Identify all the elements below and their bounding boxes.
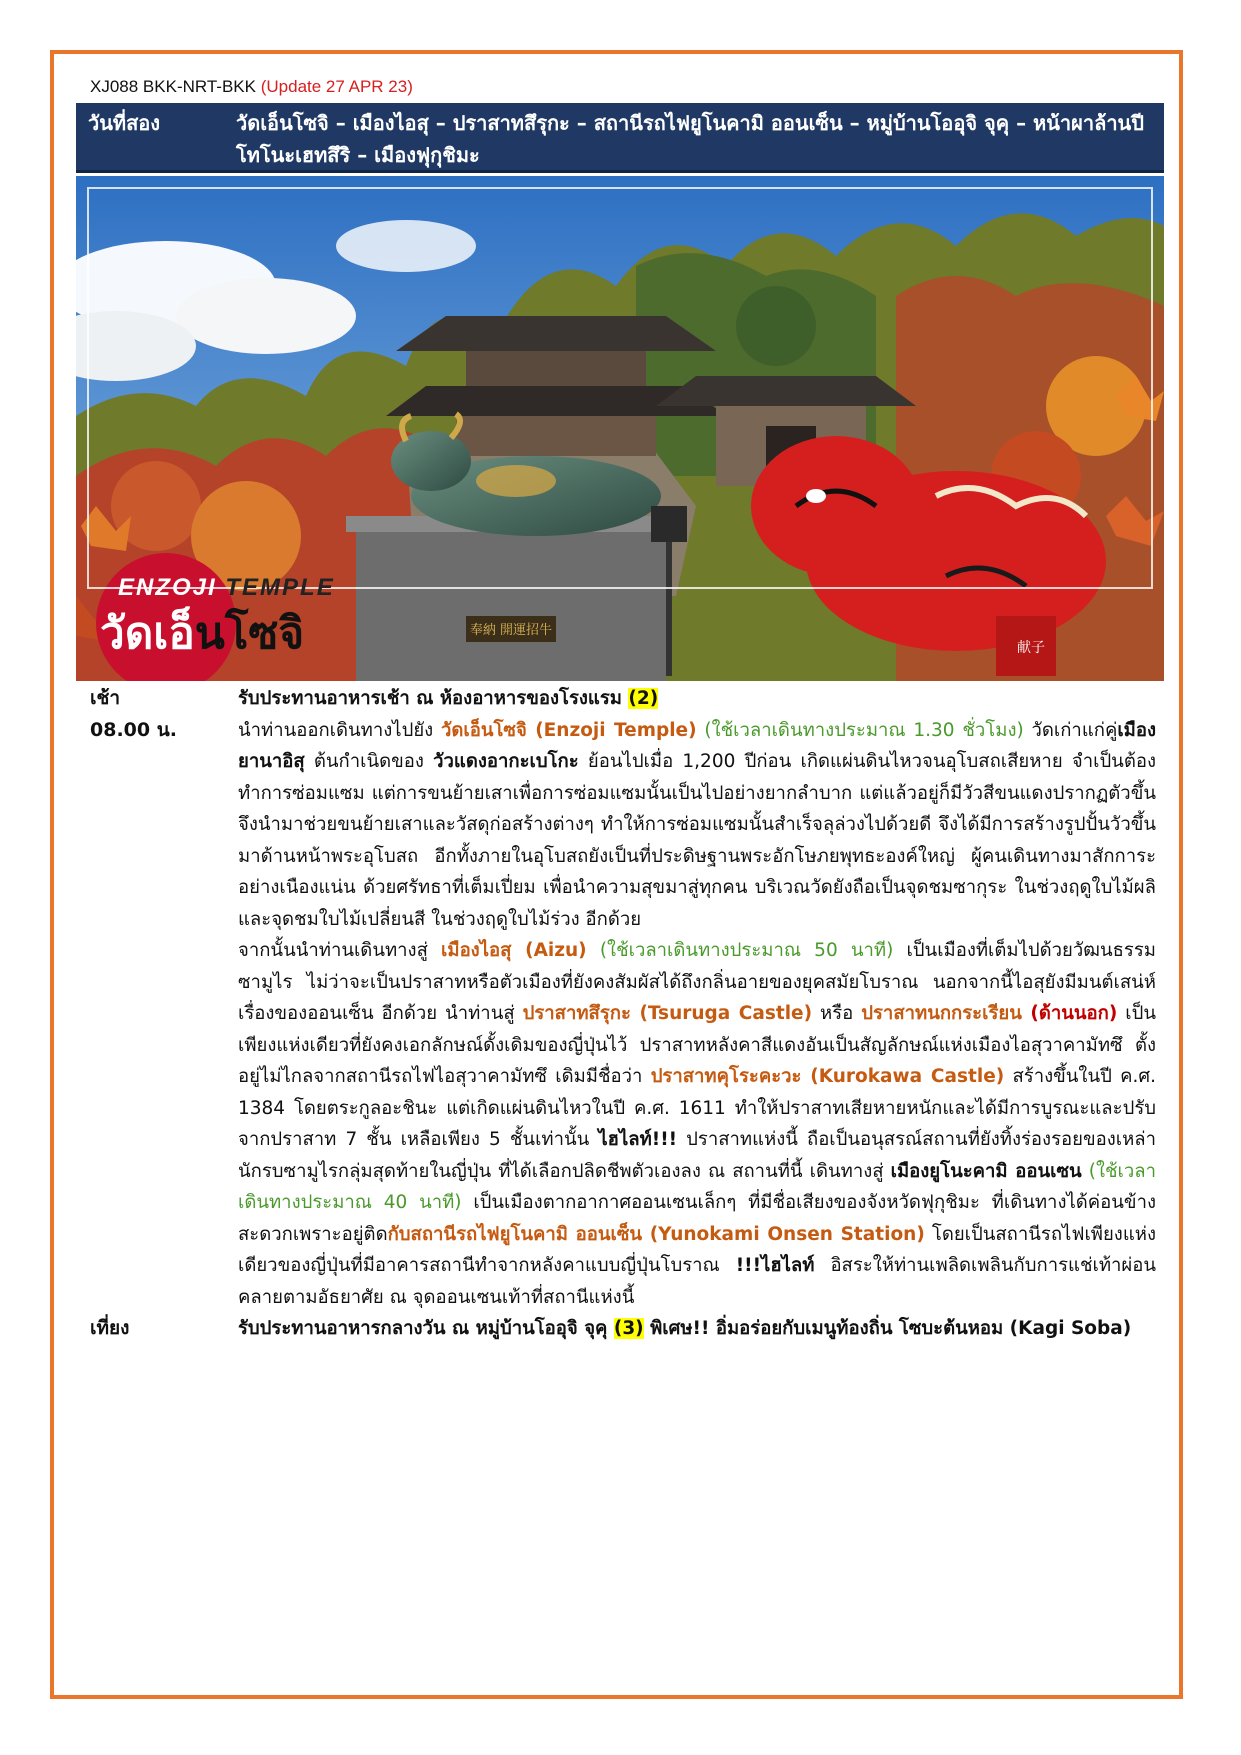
duration-aizu: (ใช้เวลาเดินทางประมาณ 50 นาที) — [586, 940, 894, 961]
text-seg: โดยเป็นสถานีรถไฟเพียงแห่งเดียวของญี่ปุ่นที่มีอาคารสถานีทำจากหลังคาแบบญี่ปุ่นโบราณ — [238, 1223, 1156, 1276]
day-header-bar — [76, 103, 1164, 173]
paragraph-enzoji — [238, 715, 1156, 936]
text-seg: ต้นกำเนิดของ — [304, 751, 434, 772]
logo-thai-1: วัดเอ็ — [100, 608, 195, 659]
content-lunch — [238, 1313, 1156, 1345]
outside-note: (ด้านนอก) — [1021, 1003, 1118, 1024]
highlight-label: !!!ไฮไลท์ — [735, 1255, 815, 1276]
hero-image-enzoji — [76, 176, 1164, 681]
town-yunokami: เมืองยูโนะคามิ ออนเซน — [890, 1160, 1082, 1182]
text-seg: วัดเก่าแก่คู่ — [1023, 719, 1118, 741]
text-seg: ย้อนไปเมื่อ 1,200 ปีก่อน เกิดแผ่นดินไหวจนอุโบสถเสียหาย จำเป็นต้องทำการซ่อมแซม แต่การขนย้ายเสาเพื่อการซ่อมแซมนั้นเป็นไปอย่างยากลำบาก แต่แล้วอยู่ก็มีวัวสีขนแดงปรากฏตัวขึ้น จึงนำมาช่วยขนย้ายเสาและวัสดุก่อสร้างต่างๆ ทำให้การซ่อมแซมนั้นสำเร็จลุล่วงไปด้วยดี จึงได้มีการสร้างรูปปั้นวัวขึ้นมาด้านหน้าพระอุโบสถ อีกทั้งภายในอุโบสถยังเป็นที่ประดิษฐานพระอักโษภยพุทธะองค์ใหญ่ ผู้คนเดินทางมาสักการะอย่างเนืองแน่น ด้วยศรัทธาที่เต็มเปี่ยม เพื่อนำความสุขมาสู่ทุกคน บริเวณวัดยังถือเป็นจุดชมซากุระ ในช่วงฤดูใบไม้ผลิ และจุดชมใบไม้เปลี่ยนสี ในช่วงฤดูใบไม้ร่วง อีกด้วย — [238, 751, 1156, 930]
content-0800 — [238, 715, 1156, 1314]
akabeko-name: วัวแดงอากะเบโกะ — [433, 751, 579, 772]
breakfast-text: รับประทานอาหารเช้า ณ ห้องอาหารของโรงแรม — [238, 688, 622, 709]
tour-code-text: XJ088 BKK-NRT-BKK — [90, 77, 256, 96]
logo-temple: TEMPLE — [225, 574, 335, 601]
tour-code — [90, 77, 413, 97]
logo-thai — [100, 606, 304, 662]
row-morning — [90, 683, 1156, 715]
town-yanaizu: เมืองยานาอิสุ — [238, 719, 1156, 772]
logo-english — [118, 574, 335, 602]
day-label: วันที่สอง — [88, 111, 161, 135]
update-date: (Update 27 APR 23) — [260, 77, 413, 96]
place-enzoji: วัดเอ็นโซจิ (Enzoji Temple) — [441, 719, 697, 741]
logo-thai-2: นโซจิ — [194, 608, 305, 659]
row-lunch — [90, 1313, 1156, 1345]
text-seg: เป็นเมืองที่เต็มไปด้วยวัฒนธรรมซามูไร ไม่ว่าจะเป็นปราสาทหรือตัวเมืองที่ยังคงสัมผัสได้ถึงกลิ่นอายของยุคสมัยโบราณ นอกจากนี้ไอสุยังมีมนต์เสน่ห์เรื่องของออนเซ็น อีกด้วย นำท่านสู่ — [238, 940, 1156, 1024]
text-seg: หรือ — [812, 1003, 862, 1024]
time-morning: เช้า — [90, 687, 121, 709]
text-seg: เป็นเพียงแห่งเดียวที่ยังคงเอกลักษณ์ดั้งเดิมของญี่ปุ่นไว้ ปราสาทหลังคาสีแดงอันเป็นสัญลักษณ์แห่งเมืองไอสุวาคามัทซึ ตั้งอยู่ไม่ไกลจากสถานีรถไฟไอสุวาคามัทซึ เดิมมีชื่อว่า — [238, 1003, 1157, 1087]
text-seg: จากนั้นนำท่านเดินทางสู่ — [238, 940, 442, 961]
plaque-text: 奉納 開運招牛 — [469, 623, 553, 638]
highlight-label: ไฮไลท์!!! — [598, 1129, 678, 1150]
duration-enzoji: (ใช้เวลาเดินทางประมาณ 1.30 ชั่วโมง) — [696, 719, 1024, 741]
toy-label: 献子 — [1017, 640, 1045, 656]
time-lunch: เที่ยง — [90, 1317, 130, 1339]
day-title: วัดเอ็นโซจิ – เมืองไอสุ – ปราสาทสึรุกะ – สถานีรถไฟยูโนคามิ ออนเซ็น – หมู่บ้านโออุจิ จุคุ – หน้าผาล้านปี โทโนะเฮทสึริ – เมืองฟุกุชิมะ — [236, 111, 1144, 167]
lunch-text: รับประทานอาหารกลางวัน ณ หมู่บ้านโออุจิ จุคุ — [238, 1318, 614, 1339]
logo-enzoji: ENZOJI — [118, 574, 217, 601]
place-crane-castle: ปราสาทนกกระเรียน — [861, 1003, 1022, 1024]
row-0800 — [90, 715, 1156, 1314]
meal-badge-2: (2) — [628, 688, 659, 709]
text-seg: นำท่านออกเดินทางไปยัง — [238, 719, 442, 741]
place-kurokawa-castle: ปราสาทคุโระคะวะ (Kurokawa Castle) — [650, 1066, 1005, 1087]
text-seg: สร้างขึ้นในปี ค.ศ. 1384 โดยตระกูลอะชินะ แต่เกิดแผ่นดินไหวในปี ค.ศ. 1611 ทำให้ปราสาทเสียหายหนักและได้มีการบูรณะและปรับจากปราสาท 7 ชั้น เหลือเพียง 5 ชั้นเท่านั้น — [238, 1066, 1156, 1150]
meal-badge-3: (3) — [613, 1318, 644, 1339]
place-tsuruga-castle: ปราสาทสึรุกะ (Tsuruga Castle) — [522, 1003, 813, 1024]
time-0800: 08.00 น. — [90, 718, 177, 741]
itinerary-table — [90, 683, 1156, 1345]
text-seg: อิสระให้ท่านเพลิดเพลินกับการแช่เท้าผ่อนคลายตามอัธยาศัย ณ จุดออนเซนเท้าที่สถานีแห่งนี้ — [238, 1255, 1157, 1308]
paragraph-aizu — [238, 935, 1156, 1313]
text-seg: เป็นเมืองตากอากาศออนเซนเล็กๆ ที่มีชื่อเสียงของจังหวัดฟุกุชิมะ ที่เดินทางได้ค่อนข้างสะดวกเพราะอยู่ติด — [238, 1192, 1156, 1245]
content-morning — [238, 683, 1156, 715]
place-yunokami-station: กับสถานีรถไฟยูโนคามิ ออนเซ็น (Yunokami Onsen Station) — [387, 1223, 925, 1245]
duration-yunokami: (ใช้เวลาเดินทางประมาณ 40 นาที) — [238, 1160, 1156, 1213]
text-seg: ปราสาทแห่งนี้ ถือเป็นอนุสรณ์สถานที่ยังทิ้งร่องรอยของเหล่านักรบซามูไรกลุ่มสุดท้ายในญี่ปุ่น ที่ได้เลือกปลิดชีพตัวเองลง ณ สถานที่นี้ เดินทางสู่ — [238, 1129, 1156, 1182]
place-aizu: เมืองไอสุ (Aizu) — [441, 940, 587, 961]
lunch-special: พิเศษ!! อิ่มอร่อยกับเมนูท้องถิ่น โซบะต้นหอม (Kagi Soba) — [643, 1318, 1132, 1339]
